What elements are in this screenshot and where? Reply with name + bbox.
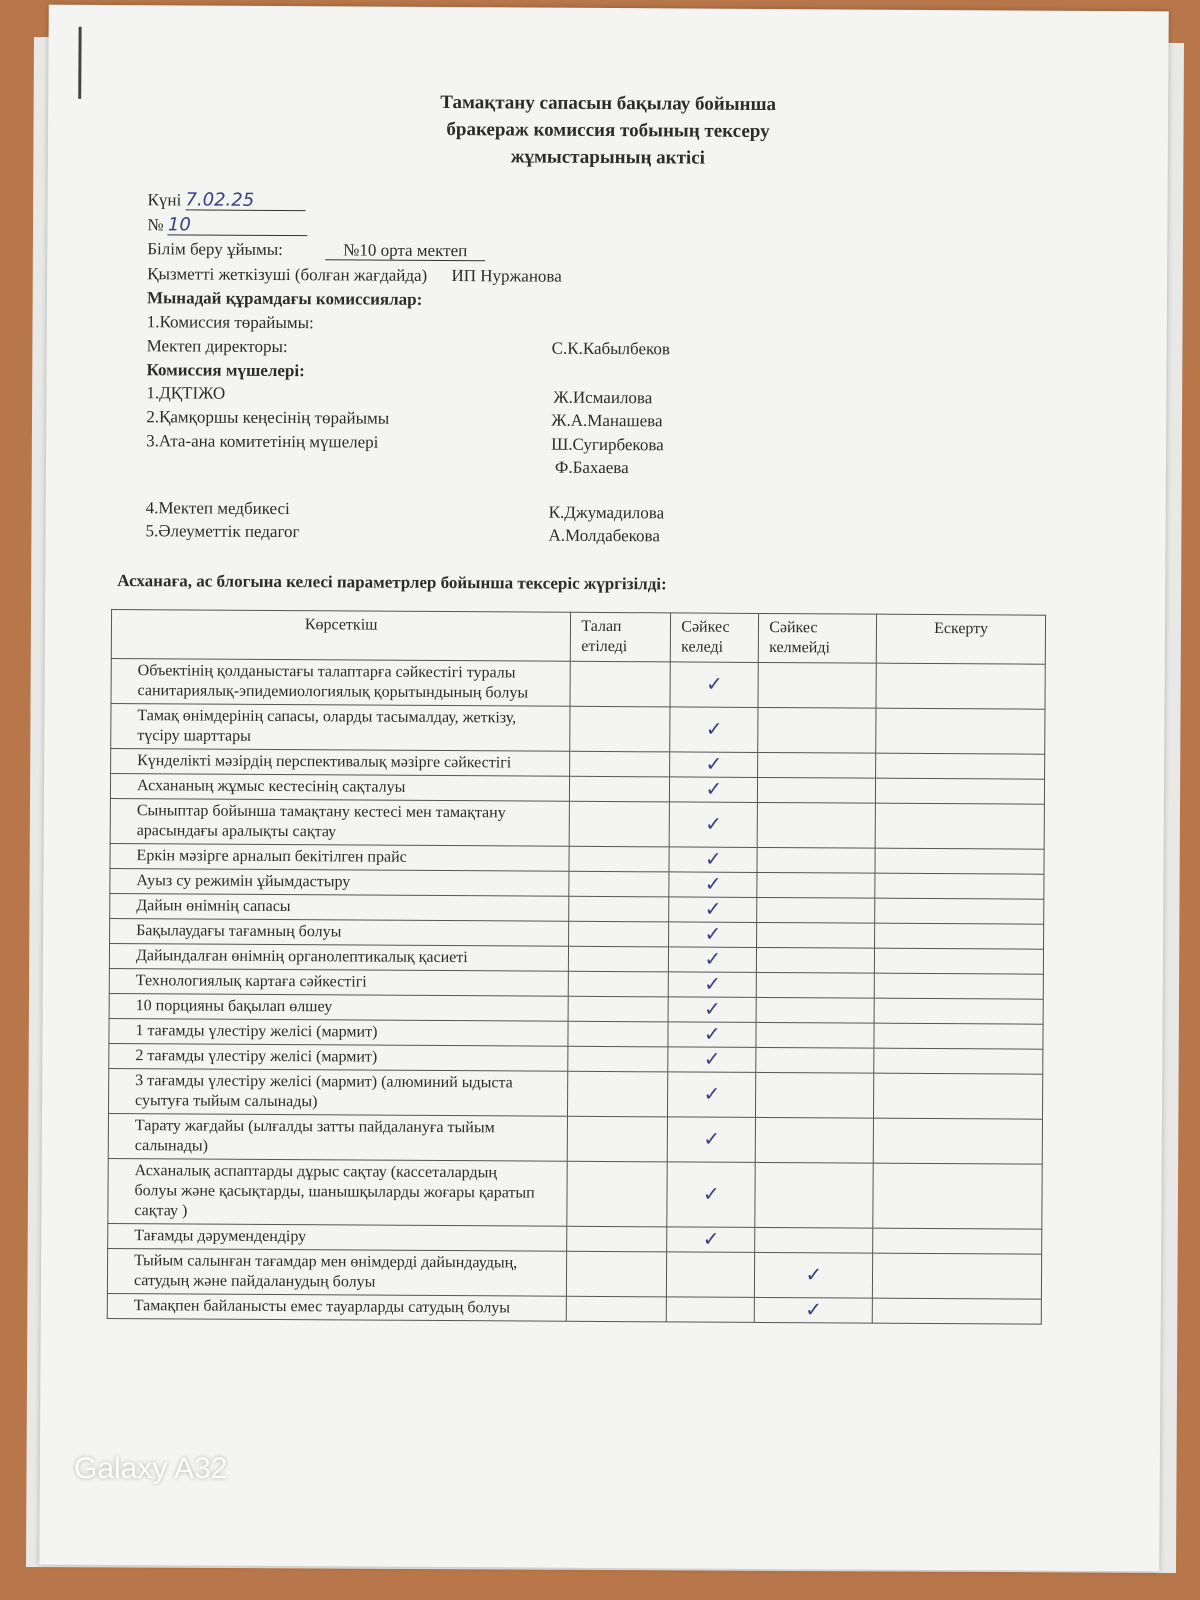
not-complies-cell xyxy=(755,1117,873,1163)
indicator-cell: Технологиялық картаға сәйкестігі xyxy=(109,968,569,996)
title-line-1: Тамақтану сапасын бақылау бойынша xyxy=(440,91,777,116)
note-cell xyxy=(872,1298,1041,1324)
note-cell xyxy=(875,898,1044,924)
note-cell xyxy=(876,753,1045,779)
not-complies-cell xyxy=(756,1047,874,1073)
check-mark-icon: ✓ xyxy=(705,776,723,801)
not-complies-cell xyxy=(757,897,875,923)
check-mark-icon: ✓ xyxy=(704,946,722,971)
indicator-cell: Асхананың жұмыс кестесінің сақталуы xyxy=(110,773,570,801)
number-field xyxy=(147,215,308,236)
complies-cell xyxy=(667,1162,755,1228)
header-indicator: Көрсеткіш xyxy=(111,609,571,661)
table-row xyxy=(107,1248,1041,1299)
member-role: 4.Мектеп медбикесі xyxy=(145,498,290,519)
not-complies-cell xyxy=(757,872,875,898)
check-mark-icon: ✓ xyxy=(705,671,723,696)
complies-cell xyxy=(668,1047,756,1073)
indicator-cell: Бақылаудағы тағамның болуы xyxy=(110,918,570,946)
table-row xyxy=(111,703,1045,754)
indicator-cell: Тамақпен байланысты емес тауарларды сатудың болуы xyxy=(107,1293,567,1321)
required-cell xyxy=(570,706,670,752)
indicator-cell: Дайын өнімнің сапасы xyxy=(110,893,570,921)
complies-cell xyxy=(667,1227,755,1253)
number-label: № xyxy=(147,215,164,235)
header-note: Ескерту xyxy=(876,614,1045,664)
required-cell xyxy=(569,971,669,997)
supplier-value: ИП Нуржанова xyxy=(451,266,562,286)
check-mark-icon: ✓ xyxy=(805,1261,823,1286)
note-cell xyxy=(875,923,1044,949)
not-complies-cell xyxy=(756,1072,874,1118)
document-page xyxy=(39,5,1169,1572)
check-mark-icon: ✓ xyxy=(704,971,722,996)
note-cell xyxy=(876,778,1045,804)
title-line-3: жұмыстарының актісі xyxy=(510,146,706,169)
complies-cell xyxy=(667,1252,755,1298)
indicator-cell: Асханалық аспаптарды дұрыс сақтау (кассеталардың болуы және қасықтарды, шанышқыларды жоғары қаратып сақтау ) xyxy=(108,1158,568,1226)
required-cell xyxy=(568,1021,668,1047)
member-role: 3.Ата-ана комитетінің мүшелері xyxy=(146,431,379,452)
not-complies-cell xyxy=(758,662,876,708)
complies-cell xyxy=(670,662,758,708)
org-value: №10 орта мектеп xyxy=(325,241,485,261)
member-role: 1.ДҚТІЖО xyxy=(146,383,226,403)
required-cell xyxy=(568,996,668,1022)
date-field xyxy=(148,190,306,211)
document-title xyxy=(48,87,1168,175)
indicator-cell: Еркін мәзірге арналып бекітілген прайс xyxy=(110,843,570,871)
check-mark-icon: ✓ xyxy=(705,751,723,776)
check-mark-icon: ✓ xyxy=(704,896,722,921)
org-label: Білім беру ұйымы: xyxy=(147,239,283,260)
required-cell xyxy=(569,896,669,922)
not-complies-cell xyxy=(755,1297,873,1323)
indicator-cell: Тамақ өнімдерінің сапасы, оларды тасымалдау, жеткізу, түсіру шарттары xyxy=(111,703,571,751)
not-complies-cell xyxy=(756,997,874,1023)
check-mark-icon: ✓ xyxy=(703,1081,721,1106)
note-cell xyxy=(873,1228,1042,1254)
member-name: Ф.Бахаева xyxy=(554,457,629,478)
not-complies-cell xyxy=(758,777,876,803)
complies-cell xyxy=(667,1297,755,1323)
date-value: 7.02.25 xyxy=(185,191,305,211)
complies-cell xyxy=(670,707,758,753)
not-complies-cell xyxy=(757,922,875,948)
indicator-cell: Дайындалған өнімнің органолептикалық қасиеті xyxy=(109,943,569,971)
supplier-label: Қызметті жеткізуші (болған жағдайда) xyxy=(147,264,428,285)
table-row xyxy=(109,1068,1043,1119)
required-cell xyxy=(569,921,669,947)
note-cell xyxy=(874,1048,1043,1074)
note-cell xyxy=(875,948,1044,974)
not-complies-cell xyxy=(755,1252,873,1298)
check-mark-icon: ✓ xyxy=(705,811,723,836)
not-complies-cell xyxy=(755,1162,873,1228)
indicator-cell: Күнделікті мәзірдің перспективалық мәзірге сәйкестігі xyxy=(111,748,571,776)
check-mark-icon: ✓ xyxy=(702,1226,720,1251)
complies-cell xyxy=(669,947,757,973)
header-not-complies: Сәйкес келмейді xyxy=(759,613,877,663)
complies-cell xyxy=(669,847,757,873)
indicator-cell: Тағамды дәрумендендіру xyxy=(108,1223,568,1251)
required-cell xyxy=(567,1226,667,1252)
title-line-2: бракераж комиссия тобының тексеру xyxy=(446,119,770,142)
complies-cell xyxy=(668,1117,756,1163)
table-row xyxy=(111,658,1045,709)
composition-heading: Мынадай құрамдағы комиссиялар: xyxy=(146,288,423,309)
member-name: Ж.Исмаилова xyxy=(553,387,653,408)
required-cell xyxy=(567,1161,667,1227)
note-cell xyxy=(875,848,1044,874)
not-complies-cell xyxy=(757,947,875,973)
required-cell xyxy=(569,871,669,897)
complies-cell xyxy=(669,872,757,898)
indicator-cell: Ауыз су режимін ұйымдастыру xyxy=(110,868,570,896)
member-name: К.Джумадилова xyxy=(548,502,665,523)
director-name: С.К.Кабылбеков xyxy=(551,338,671,359)
check-mark-icon: ✓ xyxy=(704,871,722,896)
indicator-cell: Сыныптар бойынша тамақтану кестесі мен тамақтану арасындағы аралықты сақтау xyxy=(110,798,570,846)
check-mark-icon: ✓ xyxy=(702,1181,720,1206)
check-mark-icon: ✓ xyxy=(805,1296,822,1321)
inspection-intro: Асханаға, ас блогына келесі параметрлер бойынша тексеріс жүргізілді: xyxy=(117,571,667,594)
complies-cell xyxy=(669,802,757,848)
date-label: Күні xyxy=(147,190,182,210)
note-cell xyxy=(873,1163,1042,1229)
not-complies-cell xyxy=(755,1227,873,1253)
inspection-table xyxy=(107,609,1046,1325)
required-cell xyxy=(570,661,670,707)
complies-cell xyxy=(668,997,756,1023)
table-row xyxy=(108,1113,1042,1164)
complies-cell xyxy=(669,972,757,998)
member-name: А.Молдабекова xyxy=(548,525,660,546)
indicator-cell: Объектінің қолданыстағы талаптарға сәйкестігі туралы санитариялық-эпидемиологиялық қорытындының болуы xyxy=(111,658,571,706)
note-cell xyxy=(875,873,1044,899)
member-name: Ж.А.Манашева xyxy=(551,410,663,431)
org-field xyxy=(147,239,485,261)
not-complies-cell xyxy=(756,1022,874,1048)
note-cell xyxy=(876,708,1045,754)
camera-watermark: Galaxy A32 xyxy=(74,1452,228,1485)
supplier-field xyxy=(147,264,562,287)
table-row xyxy=(107,1293,1041,1324)
complies-cell xyxy=(668,1022,756,1048)
required-cell xyxy=(570,751,670,777)
header-required: Талап етіледі xyxy=(571,612,671,662)
complies-cell xyxy=(669,922,757,948)
note-cell xyxy=(876,663,1045,709)
member-role: 2.Қамқоршы кеңесінің төрайымы xyxy=(146,407,390,428)
indicator-cell: 10 порцияны бақылап өлшеу xyxy=(109,993,569,1021)
indicator-cell: Тыйым салынған тағамдар мен өнімдерді дайындаудың, сатудың және пайдаланудың болуы xyxy=(107,1248,567,1296)
note-cell xyxy=(874,973,1043,999)
required-cell xyxy=(569,946,669,972)
check-mark-icon: ✓ xyxy=(704,921,722,946)
check-mark-icon: ✓ xyxy=(705,716,723,741)
note-cell xyxy=(875,803,1044,849)
required-cell xyxy=(568,1046,668,1072)
header-complies: Сәйкес келеді xyxy=(671,613,759,663)
check-mark-icon: ✓ xyxy=(704,846,722,871)
indicator-cell: Тарату жағдайы (ылғалды затты пайдалануға тыйым салынады) xyxy=(108,1113,568,1161)
note-cell xyxy=(874,1073,1043,1119)
required-cell xyxy=(570,776,670,802)
not-complies-cell xyxy=(757,802,875,848)
complies-cell xyxy=(668,1072,756,1118)
complies-cell xyxy=(670,752,758,778)
indicator-cell: 1 тағамды үлестіру желісі (мармит) xyxy=(109,1018,569,1046)
check-mark-icon: ✓ xyxy=(703,1126,721,1151)
members-heading: Комиссия мүшелері: xyxy=(146,360,305,381)
table-row xyxy=(108,1158,1042,1229)
note-cell xyxy=(874,1023,1043,1049)
complies-cell xyxy=(670,777,758,803)
check-mark-icon: ✓ xyxy=(703,1046,721,1071)
note-cell xyxy=(873,1118,1042,1164)
complies-cell xyxy=(669,897,757,923)
member-name: Ш.Сугирбекова xyxy=(551,434,664,455)
indicator-cell: 3 тағамды үлестіру желісі (мармит) (алюминий ыдыста суытуға тыйым салынады) xyxy=(109,1068,569,1116)
required-cell xyxy=(568,1071,668,1117)
required-cell xyxy=(570,801,670,847)
check-mark-icon: ✓ xyxy=(703,996,721,1021)
table-header-row xyxy=(111,609,1045,664)
not-complies-cell xyxy=(757,847,875,873)
not-complies-cell xyxy=(758,752,876,778)
table-row xyxy=(110,798,1044,849)
note-cell xyxy=(873,1253,1042,1299)
not-complies-cell xyxy=(756,972,874,998)
number-value: 10 xyxy=(168,216,308,236)
required-cell xyxy=(567,1251,667,1297)
required-cell xyxy=(567,1296,667,1322)
director-label: Мектеп директоры: xyxy=(146,336,288,357)
member-role: 5.Әлеуметтік педагог xyxy=(145,521,300,542)
required-cell xyxy=(568,1116,668,1162)
check-mark-icon: ✓ xyxy=(703,1021,721,1046)
chair-label: 1.Комиссия төрайымы: xyxy=(146,312,314,333)
required-cell xyxy=(569,846,669,872)
note-cell xyxy=(874,998,1043,1024)
indicator-cell: 2 тағамды үлестіру желісі (мармит) xyxy=(109,1043,569,1071)
not-complies-cell xyxy=(758,707,876,753)
